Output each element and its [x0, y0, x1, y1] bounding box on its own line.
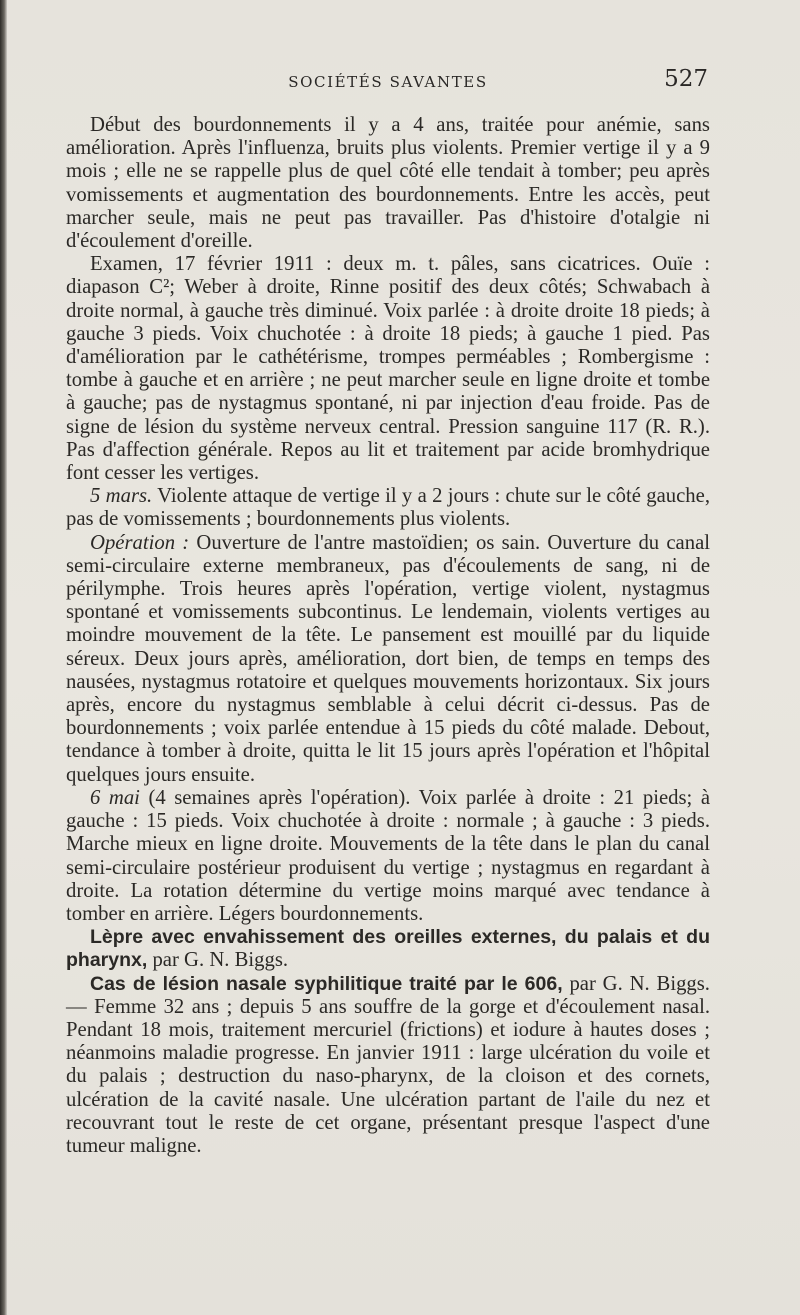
date-may: 6 mai: [90, 786, 140, 809]
paragraph-history: Début des bourdonnements il y a 4 ans, traitée pour anémie, sans amélioration. Après l'influenza, bruits plus violents. Premier vertige il y a 9 mois ; elle ne se rappelle plus de quel côté elle tendait à tomber; peu après vomissements et augmentation des bourdonnements. Entre les accès, peut marcher seule, mais ne peut pas travailler. Pas d'histoire d'otalgie ni d'écoulement d'oreille.: [66, 114, 710, 253]
paragraph-operation: [66, 532, 710, 787]
paragraph-examination: Examen, 17 février 1911 : deux m. t. pâles, sans cicatrices. Ouïe : diapason C²; Weber à droite, Rinne positif des deux côtés; Schwabach à droite normal, à gauche très diminué. Voix parlée : à droite droite 18 pieds; à gauche 3 pieds. Voix chuchotée : à droite 18 pieds; à gauche 1 pied. Pas d'amélioration par le cathétérisme, trompes perméables ; Rombergisme : tombe à gauche et en arrière ; ne peut marcher seule en ligne droite et tombe à gauche; pas de nystagmus spontané, ni par injection d'eau froide. Pas de signe de lésion du système nerveux central. Pression sanguine 117 (R. R.). Pas d'affection générale. Repos au lit et traitement par acide bromhydrique font cesser les vertiges.: [66, 253, 710, 485]
page-binding-edge: [0, 0, 7, 1315]
page-header: [66, 64, 710, 98]
paragraph-march-attack: [66, 485, 710, 531]
paragraph-may-text: (4 semaines après l'opération). Voix parlée à droite : 21 pieds; à gauche : 15 pieds. Voix chuchotée à droite : normale ; à gauche : 3 pieds. Marche mieux en ligne droite. Mouvements de la tête dans le plan du canal semi-circulaire postérieur produisent du vertige ; nystagmus en regardant à droite. La rotation détermine du vertige moins marqué avec tendance à tomber en arrière. Légers bourdonnements.: [66, 786, 711, 925]
paragraph-leprosy: [66, 926, 710, 972]
leprosy-author: par G. N. Biggs.: [147, 949, 289, 972]
syphilis-case-text: par G. N. Biggs. — Femme 32 ans ; depuis 5 ans souffre de la gorge et d'écoulement nasal. Pendant 18 mois, traitement mercuriel (frictions) et iodure à hautes doses ; néanmoins maladie progresse. En janvier 1911 : large ulcération du voile et du palais ; destruction du naso-pharynx, de la cloison et des cornets, ulcération de la cavité nasale. Une ulcération partant de l'aile du nez et recouvrant tout le reste de cet organe, présentant presque l'aspect d'une tumeur maligne.: [66, 972, 710, 1157]
paragraph-syphilis-case: [66, 973, 710, 1159]
paragraph-may-followup: [66, 787, 710, 926]
paragraph-march-text: Violente attaque de vertige il y a 2 jours : chute sur le côté gauche, pas de vomissements ; bourdonnements plus violents.: [66, 485, 710, 531]
body-text: [66, 114, 710, 1158]
heading-leprosy: Lèpre avec envahissement des oreilles externes, du palais et du pharynx,: [66, 926, 710, 972]
operation-label: Opération :: [90, 531, 190, 554]
date-march: 5 mars.: [90, 485, 153, 508]
page-number: 527: [664, 66, 708, 92]
paragraph-operation-text: Ouverture de l'antre mastoïdien; os sain. Ouverture du canal semi-circulaire externe membraneux, pas d'écoulements de sang, ni de périlymphe. Trois heures après l'opération, vertige violent, nystagmus spontané et vomissements subcontinus. Le lendemain, violents vertiges au moindre mouvement de la tête. Le pansement est mouillé par du liquide séreux. Deux jours après, amélioration, dort bien, de temps en temps des nausées, nystagmus rotatoire et quelques mouvements horizontaux. Six jours après, encore du nystagmus semblable à celui décrit ci-dessus. Pas de bourdonnements ; voix parlée entendue à 15 pieds du côté malade. Debout, tendance à tomber à droite, quitta le lit 15 jours après l'opération et l'hôpital quelques jours ensuite.: [66, 531, 711, 786]
running-title: SOCIÉTÉS SAVANTES: [288, 73, 488, 91]
heading-syphilis-case: Cas de lésion nasale syphilitique traité par le 606,: [90, 972, 563, 995]
